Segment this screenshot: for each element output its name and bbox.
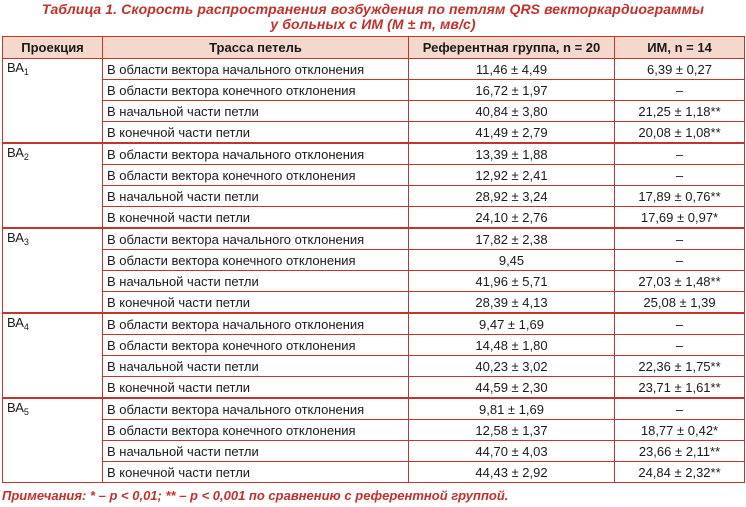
projection-label: ВА — [7, 60, 24, 75]
trace-cell: В области вектора начального отклонения — [103, 313, 409, 335]
table-row — [3, 101, 745, 122]
projection-label: ВА — [7, 230, 24, 245]
table-row — [3, 122, 745, 144]
table-row — [3, 356, 745, 377]
mi-value-cell: – — [615, 250, 745, 271]
trace-cell: В области вектора конечного отклонения — [103, 335, 409, 356]
projection-cell — [3, 143, 103, 228]
projection-subscript: 2 — [23, 152, 29, 162]
table-row — [3, 59, 745, 80]
trace-cell: В области вектора конечного отклонения — [103, 165, 409, 186]
table-row — [3, 292, 745, 314]
table-row — [3, 271, 745, 292]
trace-cell: В конечной части петли — [103, 462, 409, 483]
header-trace: Трасса петель — [103, 37, 409, 59]
table-row — [3, 143, 745, 165]
reference-value-cell: 13,39 ± 1,88 — [409, 143, 615, 165]
trace-cell: В конечной части петли — [103, 292, 409, 314]
data-table — [2, 36, 745, 483]
trace-cell: В области вектора начального отклонения — [103, 143, 409, 165]
projection-cell — [3, 228, 103, 313]
reference-value-cell: 12,58 ± 1,37 — [409, 420, 615, 441]
projection-subscript: 3 — [23, 237, 29, 247]
trace-cell: В области вектора конечного отклонения — [103, 420, 409, 441]
mi-value-cell: – — [615, 165, 745, 186]
trace-cell: В конечной части петли — [103, 207, 409, 229]
projection-label: ВА — [7, 315, 24, 330]
reference-value-cell: 9,81 ± 1,69 — [409, 398, 615, 420]
table-row — [3, 207, 745, 229]
projection-subscript: 4 — [23, 322, 29, 332]
reference-value-cell: 41,96 ± 5,71 — [409, 271, 615, 292]
table-caption — [0, 2, 746, 32]
table-row — [3, 398, 745, 420]
trace-cell: В области вектора начального отклонения — [103, 398, 409, 420]
table-footnote: Примечания: * – p < 0,01; ** – p < 0,001 по сравнению с референтной группой. — [2, 488, 509, 503]
reference-value-cell: 9,47 ± 1,69 — [409, 313, 615, 335]
caption-line-2: у больных с ИМ (M ± m, мв/с) — [270, 16, 476, 32]
mi-value-cell: 17,89 ± 0,76** — [615, 186, 745, 207]
reference-value-cell: 11,46 ± 4,49 — [409, 59, 615, 80]
trace-cell: В области вектора начального отклонения — [103, 59, 409, 80]
table-row — [3, 228, 745, 250]
mi-value-cell: 25,08 ± 1,39 — [615, 292, 745, 314]
mi-value-cell: – — [615, 143, 745, 165]
mi-value-cell: – — [615, 398, 745, 420]
table-header-row — [3, 37, 745, 59]
mi-value-cell: 27,03 ± 1,48** — [615, 271, 745, 292]
projection-cell — [3, 398, 103, 483]
reference-value-cell: 40,84 ± 3,80 — [409, 101, 615, 122]
reference-value-cell: 12,92 ± 2,41 — [409, 165, 615, 186]
projection-cell — [3, 59, 103, 144]
reference-value-cell: 40,23 ± 3,02 — [409, 356, 615, 377]
trace-cell: В области вектора начального отклонения — [103, 228, 409, 250]
trace-cell: В начальной части петли — [103, 356, 409, 377]
trace-cell: В начальной части петли — [103, 441, 409, 462]
reference-value-cell: 17,82 ± 2,38 — [409, 228, 615, 250]
table-row — [3, 165, 745, 186]
mi-value-cell: 22,36 ± 1,75** — [615, 356, 745, 377]
reference-value-cell: 28,39 ± 4,13 — [409, 292, 615, 314]
reference-value-cell: 44,59 ± 2,30 — [409, 377, 615, 399]
table-row — [3, 80, 745, 101]
reference-value-cell: 9,45 — [409, 250, 615, 271]
trace-cell: В начальной части петли — [103, 186, 409, 207]
trace-cell: В конечной части петли — [103, 377, 409, 399]
reference-value-cell: 16,72 ± 1,97 — [409, 80, 615, 101]
table-row — [3, 313, 745, 335]
mi-value-cell: 23,66 ± 2,11** — [615, 441, 745, 462]
mi-value-cell: 24,84 ± 2,32** — [615, 462, 745, 483]
table-row — [3, 186, 745, 207]
table-row — [3, 250, 745, 271]
mi-value-cell: 17,69 ± 0,97* — [615, 207, 745, 229]
header-projection: Проекция — [3, 37, 103, 59]
trace-cell: В конечной части петли — [103, 122, 409, 144]
projection-subscript: 1 — [23, 67, 29, 77]
table-row — [3, 377, 745, 399]
reference-value-cell: 14,48 ± 1,80 — [409, 335, 615, 356]
reference-value-cell: 24,10 ± 2,76 — [409, 207, 615, 229]
mi-value-cell: 18,77 ± 0,42* — [615, 420, 745, 441]
mi-value-cell: 20,08 ± 1,08** — [615, 122, 745, 144]
table-row — [3, 441, 745, 462]
projection-label: ВА — [7, 145, 24, 160]
header-mi-group: ИМ, n = 14 — [615, 37, 745, 59]
mi-value-cell: – — [615, 335, 745, 356]
projection-label: ВА — [7, 400, 24, 415]
table-row — [3, 462, 745, 483]
trace-cell: В начальной части петли — [103, 101, 409, 122]
reference-value-cell: 41,49 ± 2,79 — [409, 122, 615, 144]
mi-value-cell: – — [615, 228, 745, 250]
reference-value-cell: 28,92 ± 3,24 — [409, 186, 615, 207]
mi-value-cell: 23,71 ± 1,61** — [615, 377, 745, 399]
caption-line-1: Таблица 1. Скорость распространения возбуждения по петлям QRS векторкардиограммы — [41, 1, 705, 17]
mi-value-cell: 21,25 ± 1,18** — [615, 101, 745, 122]
trace-cell: В области вектора конечного отклонения — [103, 80, 409, 101]
mi-value-cell: 6,39 ± 0,27 — [615, 59, 745, 80]
projection-subscript: 5 — [23, 407, 29, 417]
table-row — [3, 420, 745, 441]
reference-value-cell: 44,43 ± 2,92 — [409, 462, 615, 483]
table-body — [3, 59, 745, 483]
mi-value-cell: – — [615, 313, 745, 335]
header-reference-group: Референтная группа, n = 20 — [409, 37, 615, 59]
table-row — [3, 335, 745, 356]
mi-value-cell: – — [615, 80, 745, 101]
trace-cell: В начальной части петли — [103, 271, 409, 292]
reference-value-cell: 44,70 ± 4,03 — [409, 441, 615, 462]
projection-cell — [3, 313, 103, 398]
trace-cell: В области вектора конечного отклонения — [103, 250, 409, 271]
